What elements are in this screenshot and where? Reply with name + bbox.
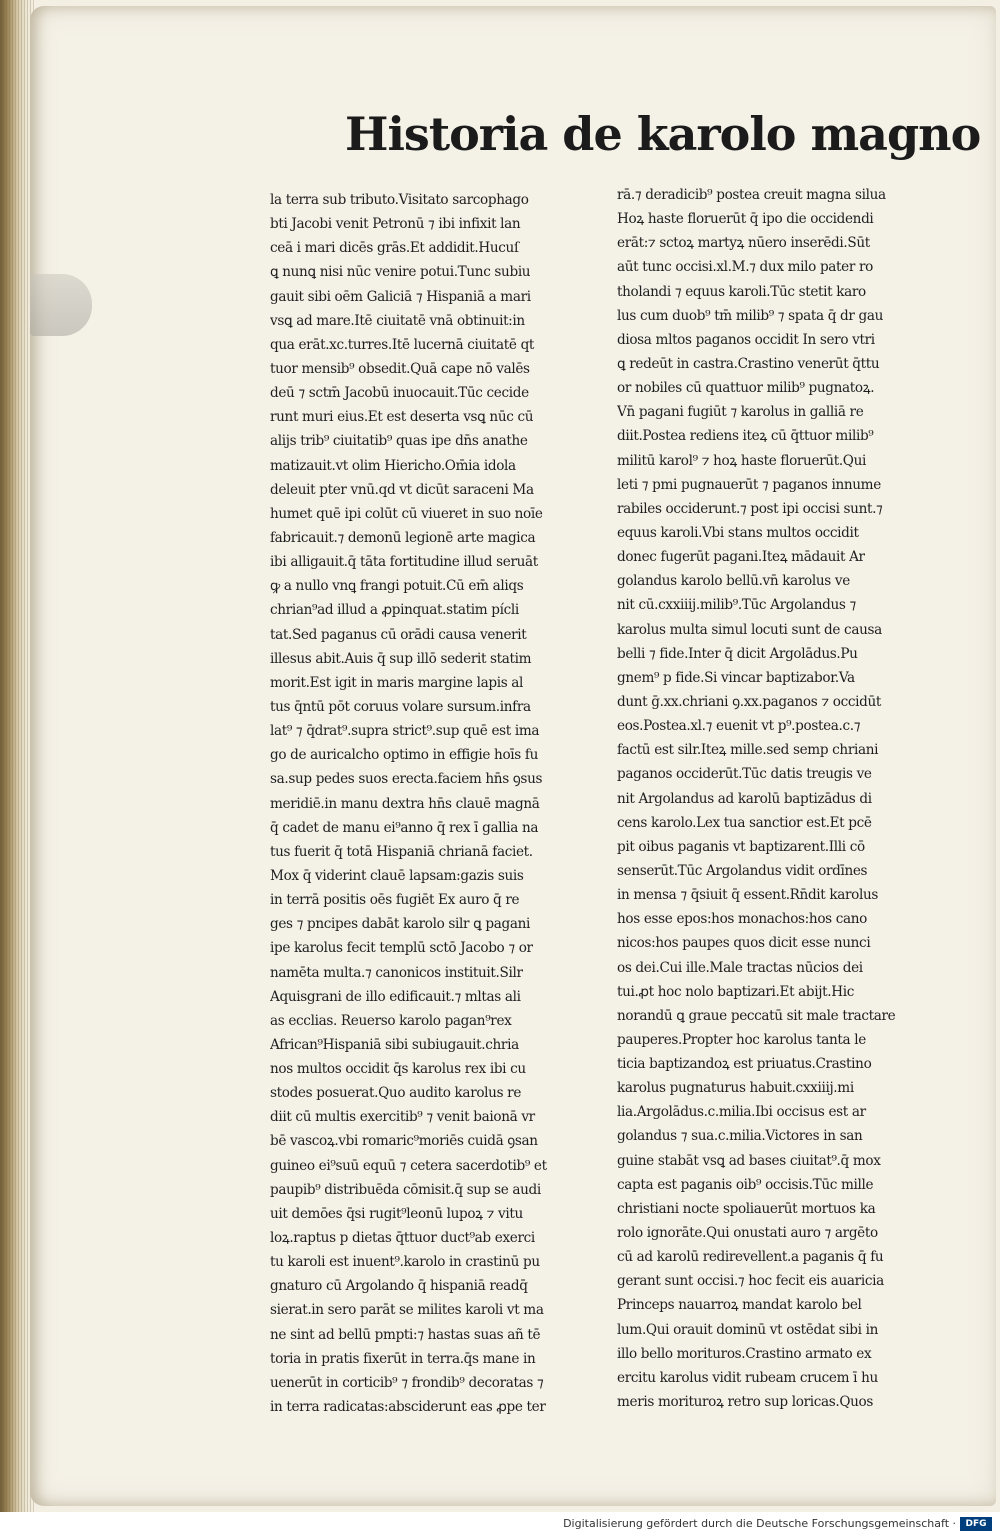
text-line: ꝗ redeūt in castra.Crastino venerūt q̄ttu — [617, 355, 880, 372]
text-line: fabricauit.⁊ demonū legionē arte magica — [270, 529, 536, 546]
clip-shadow — [30, 274, 92, 336]
right-text-column — [617, 183, 962, 1414]
text-line: pit oibus paganis vt baptizarent.Illi cō — [617, 838, 865, 855]
text-line: meridiē.in manu dextra hn̄s clauē magnā — [270, 795, 540, 812]
text-line: lat⁹ ⁊ q̄drat⁹.supra strict⁹.sup quē est ima — [270, 723, 540, 740]
text-line: cens karolo.Lex tua sanctior est.Et pcē — [617, 814, 872, 831]
text-line: humet quē ipi colūt cū viueret in suo noīe — [270, 505, 543, 522]
text-line: vsꝗ ad mare.Itē ciuitatē vnā obtinuit:in — [270, 312, 525, 329]
text-line: ne sint ad bellū pmpti:⁊ hastas suas añ tē — [270, 1326, 541, 1343]
text-line: lum.Qui orauit dominū vt ostēdat sibi in — [617, 1321, 879, 1338]
text-line: African⁹Hispaniā sibi subiugauit.chria — [270, 1036, 519, 1053]
text-line: diit.Postea rediens iteꝝ cū q̄ttuor milib⁹ — [617, 428, 874, 445]
running-title: Historia de karolo magno — [345, 107, 981, 161]
text-line: meris morituroꝝ retro sup loricas.Quos — [617, 1394, 873, 1411]
text-line: deleuit pter vnū.qd vt dicūt saraceni Ma — [270, 481, 534, 498]
text-line: matizauit.vt olim Hiericho.Om̄ia idola — [270, 457, 516, 474]
text-line: diit cū multis exercitib⁹ ⁊ venit baionā vr — [270, 1109, 535, 1126]
text-line: senserūt.Tūc Argolandus vidit ordīnes — [617, 862, 868, 879]
text-line: equus karoli.Vbi stans multos occidit — [617, 524, 859, 541]
text-line: eos.Postea.xl.⁊ euenit vt p⁹.postea.c.⁊ — [617, 718, 861, 735]
text-line: ipe karolus fecit templū sctō Jacobo ⁊ or — [270, 940, 533, 957]
footer-bar — [0, 1512, 1000, 1536]
text-line: ticia baptizandoꝝ est priuatus.Crastino — [617, 1056, 872, 1073]
text-line: cū ad karolū redirevellent.a paganis q̄ fu — [617, 1249, 884, 1266]
text-line: guine stabāt vsꝗ ad bases ciuitat⁹.q̄ mox — [617, 1152, 881, 1169]
text-line: tholandi ⁊ equus karoli.Tūc stetit karo — [617, 283, 866, 300]
text-line: ꝙ a nullo vnꝗ frangi potuit.Cū em̄ aliqs — [270, 578, 524, 595]
text-line: gnaturo cū Argolando q̄ hispaniā readq̄ — [270, 1278, 528, 1295]
text-line: ercitu karolus vidit rubeam crucem ī hu — [617, 1369, 878, 1386]
text-line: diosa mltos paganos occidit In sero vtri — [617, 331, 875, 348]
text-line: Vn̄ pagani fugiūt ⁊ karolus in galliā re — [617, 404, 864, 421]
text-line: Aquisgrani de illo edificauit.⁊ mltas ali — [270, 988, 521, 1005]
text-line: golandus karolo bellū.vn̄ karolus ve — [617, 573, 850, 590]
text-line: guineo ei⁹suū equū ⁊ cetera sacerdotib⁹ et — [270, 1157, 547, 1174]
text-line: uenerūt in corticib⁹ ⁊ frondib⁹ decoratas ⁊ — [270, 1374, 544, 1391]
text-line: tu karoli est inuent⁹.karolo in crastinū pu — [270, 1254, 540, 1271]
text-line: erāt:⁊ sctoꝝ martyꝝ nūero inserēdi.Sūt — [617, 235, 870, 252]
text-line: paganos occiderūt.Tūc datis treugis ve — [617, 766, 872, 783]
text-line: donec fugerūt pagani.Iteꝝ mādauit Ar — [617, 549, 865, 566]
left-text-column — [270, 188, 615, 1419]
text-line: Mox q̄ viderint clauē lapsam:gazis suis — [270, 867, 524, 884]
text-line: ibi alligauit.q̄ tāta fortitudine illud seruāt — [270, 554, 538, 571]
text-line: go de auricalcho optimo in effigie hoīs fu — [270, 747, 538, 764]
text-line: toria in pratis fixerūt in terra.q̄s mane in — [270, 1350, 536, 1367]
text-line: illo bello morituros.Crastino armato ex — [617, 1345, 872, 1362]
text-line: Hoꝝ haste floruerūt q̄ ipo die occidendi — [617, 211, 874, 228]
text-line: namēta multa.⁊ canonicos instituit.Silr — [270, 964, 523, 981]
text-line: tui.ꝓt hoc nolo baptizari.Et abijt.Hic — [617, 983, 854, 1000]
text-line: as ecclias. Reuerso karolo pagan⁹rex — [270, 1012, 512, 1029]
text-line: rabiles occiderunt.⁊ post ipi occisi sunt.⁊ — [617, 500, 883, 517]
text-line: pauperes.Propter hoc karolus tanta le — [617, 1031, 866, 1048]
text-line: bē vascoꝝ.vbi romaric⁹moriēs cuidā ꝯsan — [270, 1133, 538, 1150]
text-line: os dei.Cui ille.Male tractas nūcios dei — [617, 959, 863, 976]
text-line: alijs trib⁹ ciuitatib⁹ quas ipe dn̄s anathe — [270, 433, 528, 450]
text-line: or nobiles cū quattuor milib⁹ pugnatoꝝ. — [617, 380, 875, 397]
text-line: in terrā positis oēs fugiēt Ex auro q̄ re — [270, 892, 520, 909]
text-line: gauit sibi oēm Galiciā ⁊ Hispaniā a mari — [270, 288, 531, 305]
text-line: golandus ⁊ sua.c.milia.Victores in san — [617, 1128, 863, 1145]
text-line: dunt ḡ.xx.chriani ꝯ.xx.paganos ⁊ occidūt — [617, 693, 881, 710]
text-line: aūt tunc occisi.xl.M.⁊ dux milo pater ro — [617, 259, 873, 276]
text-line: ges ⁊ pncipes dabāt karolo silr ꝗ pagani — [270, 916, 531, 933]
text-line: qua erāt.xc.turres.Itē lucernā ciuitatē qt — [270, 336, 535, 353]
text-line: belli ⁊ fide.Inter q̄ dicit Argolādus.Pu — [617, 645, 858, 662]
text-line: chrian⁹ad illud a ꝓpinquat.statim pícli — [270, 602, 519, 619]
text-line: la terra sub tributo.Visitato sarcophago — [270, 192, 529, 208]
text-line: morit.Est igit in maris margine lapis al — [270, 674, 524, 691]
text-line: q̄ cadet de manu ei⁹anno q̄ rex ī gallia na — [270, 819, 539, 836]
text-line: militū karol⁹ ⁊ hoꝝ haste floruerūt.Qui — [617, 452, 866, 469]
text-line: deū ⁊ sctm̄ Jacobū inuocauit.Tūc cecide — [270, 385, 529, 402]
text-line: capta est paganis oib⁹ occisis.Tūc mille — [617, 1176, 874, 1193]
text-line: nicos:hos paupes quos dicit esse nunci — [617, 935, 871, 952]
text-line: nit Argolandus ad karolū baptizādus di — [617, 790, 872, 807]
text-line: rā.⁊ deradicib⁹ postea creuit magna silua — [617, 187, 886, 203]
text-line: runt muri eius.Et est deserta vsꝗ nūc cū — [270, 409, 534, 426]
text-line: loꝝ.raptus p dietas q̄ttuor duct⁹ab exerci — [270, 1230, 535, 1247]
dfg-logo-icon: DFG — [960, 1517, 992, 1531]
text-line: gnem⁹ p fide.Si vincar baptizabor.Va — [617, 669, 855, 686]
text-line: illesus abit.Auis q̄ sup illō sederit statim — [270, 650, 532, 667]
text-line: tat.Sed paganus cū orādi causa venerit — [270, 626, 527, 643]
text-line: norandū ꝗ graue peccatū sit male tractare — [617, 1007, 896, 1024]
text-line: sierat.in sero parāt se milites karoli vt ma — [270, 1302, 544, 1319]
text-line: ceā i mari dicēs grās.Et addidit.Hucuſ — [270, 240, 519, 257]
text-line: paupib⁹ distribuēda cōmisit.q̄ sup se audi — [270, 1181, 541, 1198]
text-line: nos multos occidit q̄s karolus rex ibi cu — [270, 1061, 526, 1078]
text-line: bti Jacobi venit Petronū ⁊ ibi infixit lan — [270, 216, 521, 233]
text-line: factū est silr.Iteꝝ mille.sed semp chriani — [617, 742, 879, 759]
text-line: gerant sunt occisi.⁊ hoc fecit eis auaricia — [617, 1273, 884, 1290]
text-line: stodes posuerat.Quo audito karolus re — [270, 1085, 522, 1102]
text-line: tus fuerit q̄ totā Hispaniā chrianā faciet. — [270, 843, 533, 860]
text-line: uit demōes q̄si rugit⁹leonū lupoꝝ ⁊ vitu — [270, 1205, 523, 1222]
text-line: in terra radicatas:absciderunt eas ꝓpe ter — [270, 1399, 546, 1416]
text-line: hos esse epos:hos monachos:hos cano — [617, 911, 868, 928]
text-line: tus q̄ntū pōt coruus volare sursum.infra — [270, 698, 531, 715]
text-line: nit cū.cxxiiij.milib⁹.Tūc Argolandus ⁊ — [617, 597, 856, 614]
text-line: christiani nocte spoliauerūt mortuos ka — [617, 1200, 876, 1217]
text-line: leti ⁊ pmi pugnauerūt ⁊ paganos innume — [617, 476, 881, 493]
text-line: lia.Argolādus.c.milia.Ibi occisus est ar — [617, 1104, 866, 1121]
footer-credit: Digitalisierung gefördert durch die Deutsche Forschungsgemeinschaft · — [563, 1517, 956, 1530]
text-line: in mensa ⁊ q̄siuit q̄ essent.Rn̄dit karolus — [617, 887, 879, 904]
text-line: sa.sup pedes suos erecta.faciem hn̄s ꝯsus — [270, 771, 543, 788]
text-line: tuor mensib⁹ obsedit.Quā cape nō valēs — [270, 360, 530, 377]
text-line: ꝗ nunꝗ nisi nūc venire potui.Tunc subiu — [270, 264, 531, 281]
text-line: karolus pugnaturus habuit.cxxiiij.mi — [617, 1080, 854, 1097]
text-line: rolo ignorāte.Qui onustati auro ⁊ argēto — [617, 1225, 878, 1242]
text-line: lus cum duob⁹ tm̄ milib⁹ ⁊ spata q̄ dr gau — [617, 307, 884, 324]
text-line: Princeps nauarroꝝ mandat karolo bel — [617, 1297, 862, 1314]
text-line: karolus multa simul locuti sunt de causa — [617, 621, 882, 638]
